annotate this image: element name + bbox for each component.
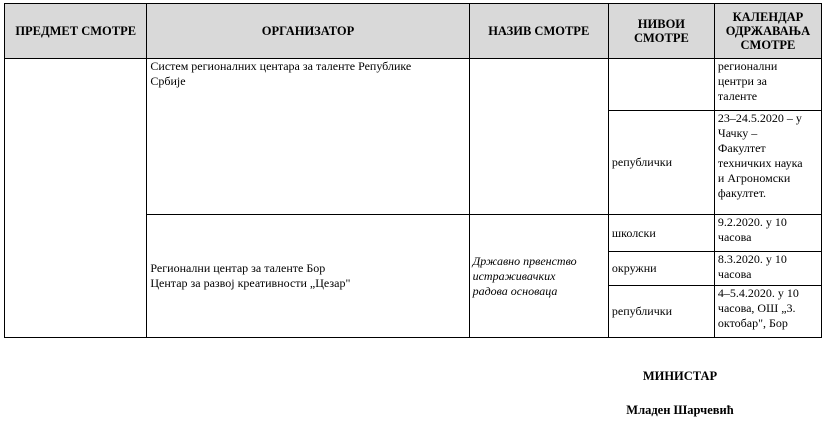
calendar-line: часова, ОШ „3. bbox=[717, 301, 796, 315]
header-name: НАЗИВ СМОТРЕ bbox=[469, 4, 608, 59]
level-cell: окружни bbox=[608, 252, 714, 286]
calendar-line: факултет. bbox=[717, 186, 767, 200]
level-cell: републички bbox=[608, 111, 714, 215]
calendar-cell bbox=[714, 59, 821, 111]
organizer-cell bbox=[147, 59, 469, 215]
header-levels: НИВОИ СМОТРЕ bbox=[608, 4, 714, 59]
signature-name: Младен Шарчевић bbox=[626, 403, 734, 417]
level-cell bbox=[608, 59, 714, 111]
competition-schedule-table bbox=[4, 3, 822, 338]
signature-title: МИНИСТАР bbox=[642, 369, 718, 383]
calendar-line: 23–24.5.2020 – у bbox=[717, 111, 802, 125]
calendar-line: таленте bbox=[717, 89, 758, 103]
calendar-cell bbox=[714, 215, 821, 252]
name-line: Државно првенство bbox=[472, 253, 577, 268]
organizer-line: Центар за развој креативности „Цезар" bbox=[150, 276, 351, 290]
calendar-line: 8.3.2020. у 10 bbox=[717, 252, 787, 266]
organizer-line: Регионални центар за таленте Бор bbox=[150, 261, 326, 275]
calendar-line: Чачку – bbox=[717, 126, 758, 140]
name-cell bbox=[469, 215, 608, 338]
table-row bbox=[5, 59, 822, 111]
calendar-line: часова bbox=[717, 230, 752, 244]
calendar-cell bbox=[714, 111, 821, 215]
header-subject: ПРЕДМЕТ СМОТРЕ bbox=[5, 4, 147, 59]
calendar-line: часова bbox=[717, 267, 752, 281]
header-calendar: КАЛЕНДАР ОДРЖАВАЊА СМОТРЕ bbox=[714, 4, 821, 59]
calendar-line: и Агрономски bbox=[717, 171, 791, 185]
calendar-line: октобар", Бор bbox=[717, 316, 788, 330]
header-organizer: ОРГАНИЗАТОР bbox=[147, 4, 469, 59]
name-cell bbox=[469, 59, 608, 215]
organizer-line: Србије bbox=[150, 74, 186, 88]
level-cell: школски bbox=[608, 215, 714, 252]
calendar-cell bbox=[714, 286, 821, 338]
table-header-row bbox=[5, 4, 822, 59]
calendar-line: регионални bbox=[717, 59, 778, 73]
level-cell: републички bbox=[608, 286, 714, 338]
calendar-line: техничких наука bbox=[717, 156, 803, 170]
subject-cell bbox=[5, 59, 147, 338]
name-line: истраживачких bbox=[472, 268, 556, 283]
organizer-cell bbox=[147, 215, 469, 338]
calendar-line: 4–5.4.2020. у 10 bbox=[717, 286, 799, 300]
calendar-cell bbox=[714, 252, 821, 286]
calendar-line: Факултет bbox=[717, 141, 766, 155]
organizer-line: Систем регионалних центара за таленте Републике bbox=[150, 59, 412, 73]
calendar-line: центри за bbox=[717, 74, 767, 88]
calendar-line: 9.2.2020. у 10 bbox=[717, 215, 787, 229]
name-line: радова основаца bbox=[472, 283, 558, 298]
